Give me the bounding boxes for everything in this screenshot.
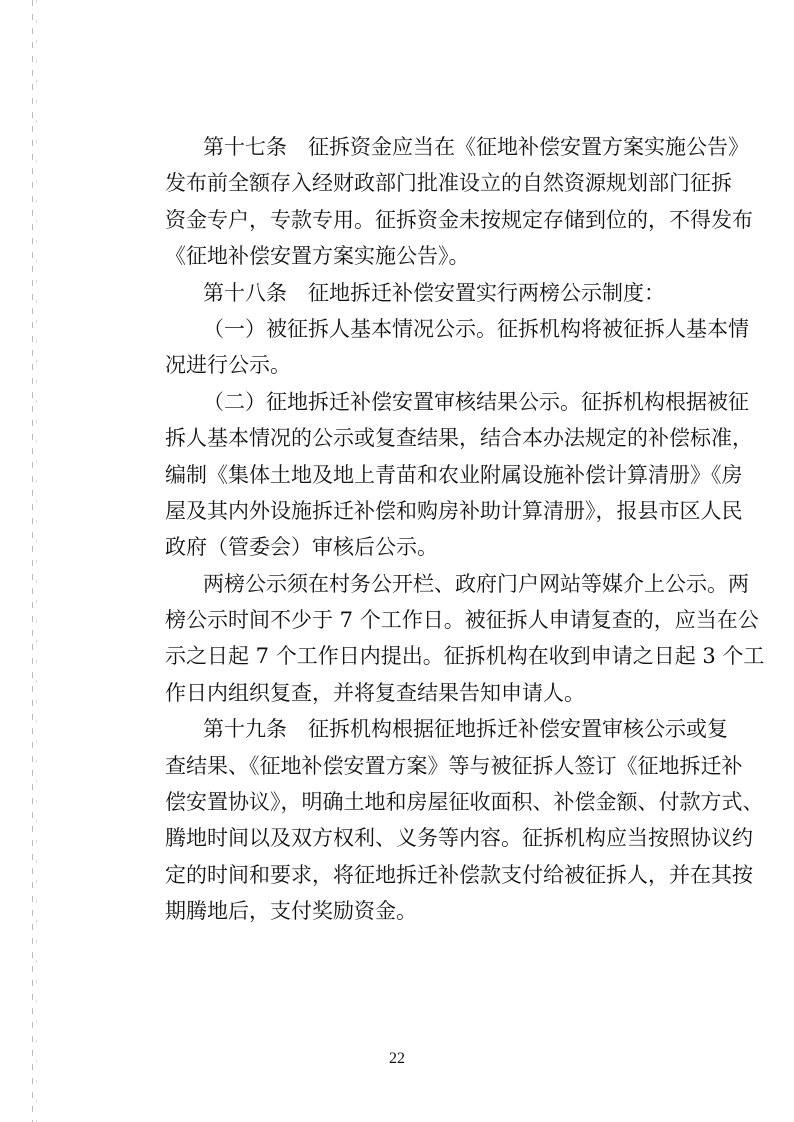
article-18-item-2-line-2: 拆人基本情况的公示或复查结果，结合本办法规定的补偿标准， <box>165 426 753 451</box>
article-19-line-1: 第十九条 征拆机构根据征地拆迁补偿安置审核公示或复 <box>203 717 728 742</box>
publicity-paragraph-line-1: 两榜公示须在村务公开栏、政府门户网站等媒介上公示。两 <box>203 571 749 596</box>
article-18-line-1: 第十八条 征地拆迁补偿安置实行两榜公示制度： <box>203 280 665 305</box>
article-19-line-5: 定的时间和要求，将征地拆迁补偿款支付给被征拆人，并在其按 <box>165 862 753 887</box>
article-19-line-6: 期腾地后，支付奖励资金。 <box>165 899 417 924</box>
article-19-line-2: 查结果、《征地补偿安置方案》等与被征拆人签订《征地拆迁补 <box>165 753 743 778</box>
article-17-line-1: 第十七条 征拆资金应当在《征地补偿安置方案实施公告》 <box>203 135 749 159</box>
article-19-line-4: 腾地时间以及双方权利、义务等内容。征拆机构应当按照协议约 <box>165 826 753 851</box>
publicity-paragraph-line-4: 作日内组织复查，并将复查结果告知申请人。 <box>165 680 585 705</box>
article-18-item-2-line-1: （二）征地拆迁补偿安置审核结果公示。征拆机构根据被征 <box>203 389 749 414</box>
scan-edge-mark <box>32 0 33 1122</box>
scan-edge-mark <box>36 0 37 1122</box>
article-17-line-4: 《征地补偿安置方案实施公告》。 <box>165 244 470 269</box>
article-18-item-2-line-4: 屋及其内外设施拆迁补偿和购房补助计算清册》，报县市区人民 <box>165 498 743 523</box>
publicity-paragraph-line-2: 榜公示时间不少于 7 个工作日。被征拆人申请复查的，应当在公 <box>165 608 759 633</box>
article-18-item-1-line-1: （一）被征拆人基本情况公示。征拆机构将被征拆人基本情 <box>203 316 749 341</box>
article-18-item-2-line-5: 政府（管委会）审核后公示。 <box>165 535 438 560</box>
publicity-paragraph-line-3: 示之日起 7 个工作日内提出。征拆机构在收到申请之日起 3 个工 <box>165 644 765 669</box>
document-body <box>165 129 765 930</box>
article-18-item-2-line-3: 编制《集体土地及地上青苗和农业附属设施补偿计算清册》《房 <box>165 462 743 487</box>
page-number: 22 <box>389 1050 405 1067</box>
article-19-line-3: 偿安置协议》，明确土地和房屋征收面积、补偿金额、付款方式、 <box>165 790 764 815</box>
article-17-line-3: 资金专户，专款专用。征拆资金未按规定存储到位的，不得发布 <box>165 207 753 232</box>
article-17-line-2: 发布前全额存入经财政部门批准设立的自然资源规划部门征拆 <box>165 171 732 196</box>
article-18-item-1-line-2: 况进行公示。 <box>165 353 291 378</box>
